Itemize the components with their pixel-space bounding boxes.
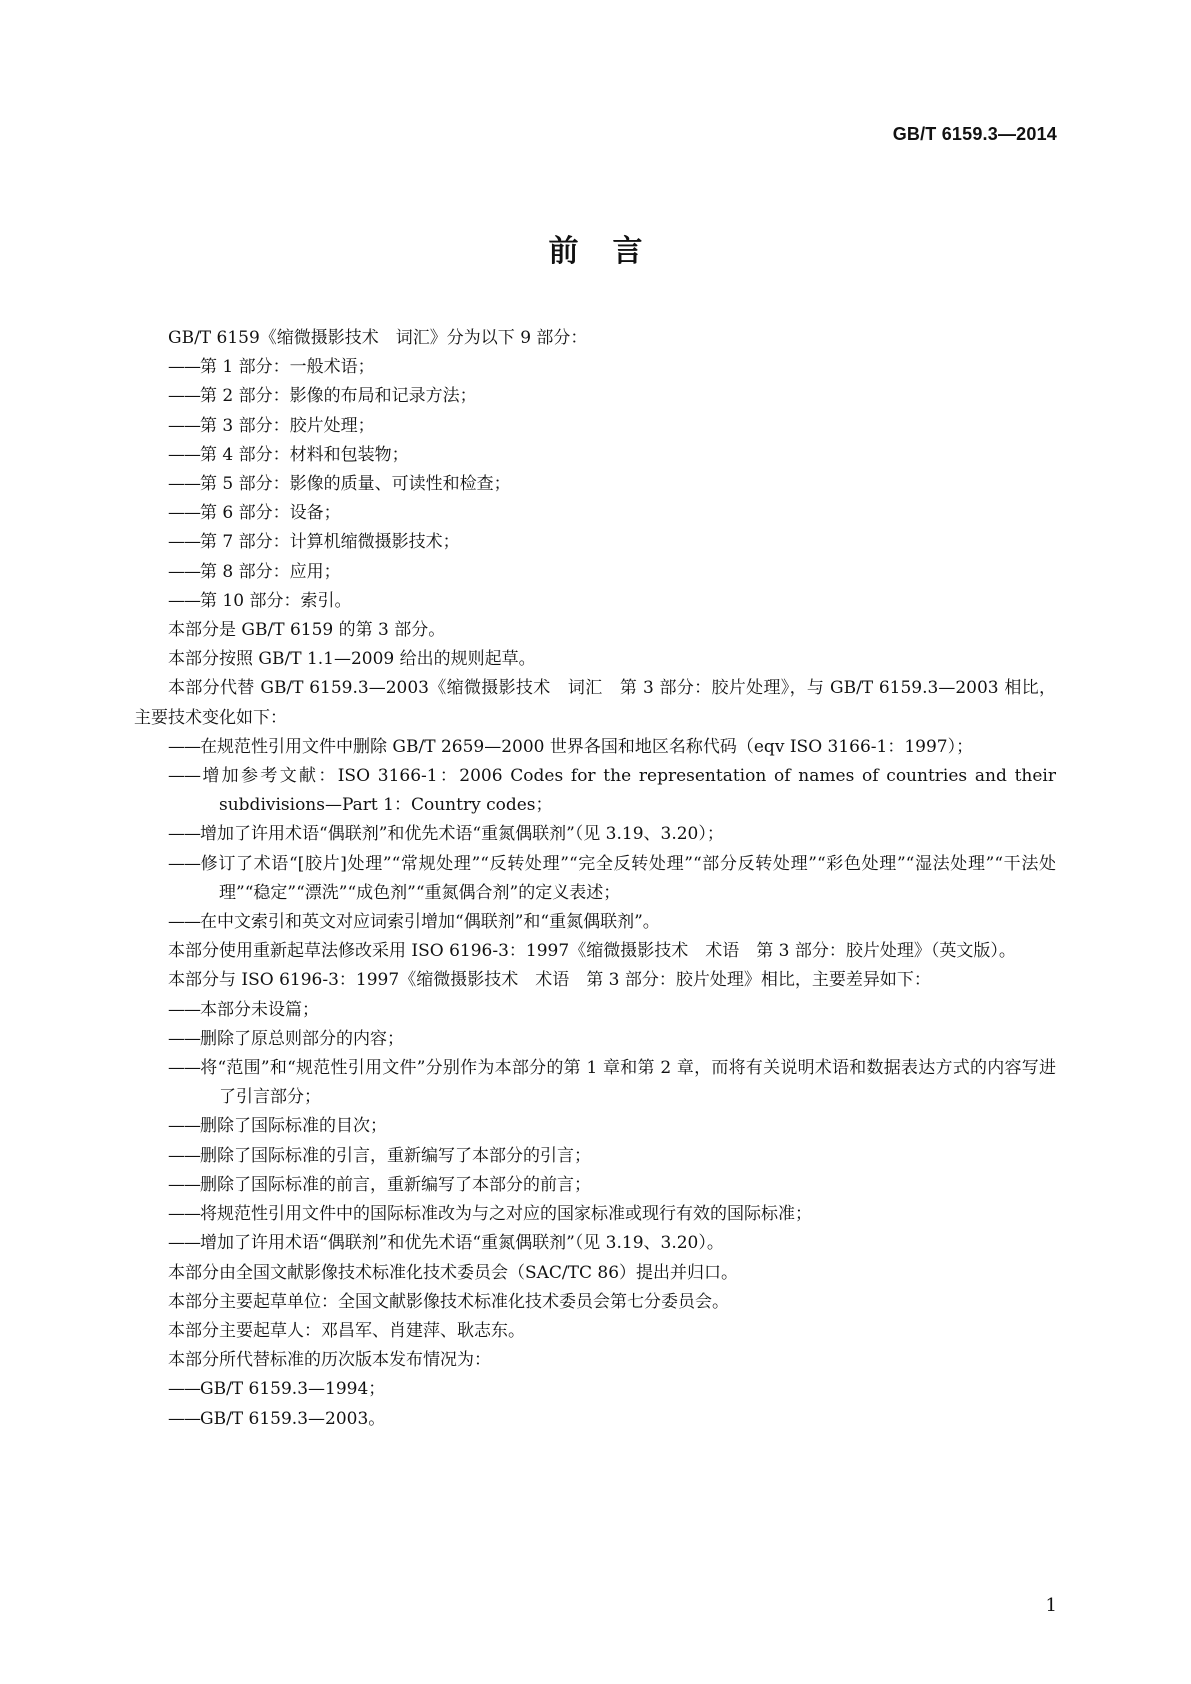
change-item-text: 增加参考文献：ISO 3166-1：2006 Codes for the representation of names of countries and their subdivisions—Part 1：Country codes； [200, 766, 1056, 816]
change-item-text: 在中文索引和英文对应词索引增加“偶联剂”和“重氮偶联剂”。 [200, 912, 660, 933]
list-item [134, 1112, 1056, 1141]
list-item [134, 996, 1056, 1025]
dash-marker: —— [168, 1379, 200, 1400]
list-item [134, 1171, 1056, 1200]
list-item [134, 850, 1056, 908]
adoption-paragraph: 本部分使用重新起草法修改采用 ISO 6196-3：1997《缩微摄影技术 术语 第 3 部分：胶片处理》（英文版）。 [168, 941, 1016, 962]
differences-paragraph: 本部分与 ISO 6196-3：1997《缩微摄影技术 术语 第 3 部分：胶片处理》相比，主要差异如下： [168, 970, 931, 991]
list-item [134, 528, 1056, 557]
dash-marker: —— [168, 532, 200, 553]
dash-marker: —— [168, 474, 200, 495]
part-of-paragraph: 本部分是 GB/T 6159 的第 3 部分。 [168, 620, 446, 641]
history-item-text: GB/T 6159.3—2003。 [200, 1408, 386, 1429]
part-item-text: 第 7 部分：计算机缩微摄影技术； [200, 532, 460, 553]
drafting-rules-paragraph: 本部分按照 GB/T 1.1—2009 给出的规则起草。 [168, 649, 536, 670]
part-item-text: 第 8 部分：应用； [200, 561, 341, 582]
list-item [134, 1025, 1056, 1054]
difference-item-text: 增加了许用术语“偶联剂”和优先术语“重氮偶联剂”（见 3.19、3.20）。 [200, 1233, 724, 1254]
dash-marker: —— [168, 357, 200, 378]
dash-marker: —— [168, 999, 200, 1020]
part-item-text: 第 4 部分：材料和包装物； [200, 444, 409, 465]
page-title: 前言 [548, 234, 677, 269]
dash-marker: —— [168, 1408, 200, 1429]
history-item-text: GB/T 6159.3—1994； [200, 1379, 386, 1400]
list-item [134, 1229, 1056, 1258]
intro-paragraph: GB/T 6159《缩微摄影技术 词汇》分为以下 9 部分： [168, 328, 588, 348]
dash-marker: —— [168, 386, 200, 407]
dash-marker: —— [168, 736, 200, 757]
part-item-text: 第 1 部分：一般术语； [200, 357, 375, 378]
list-item [134, 587, 1056, 616]
dash-marker: —— [168, 824, 200, 845]
list-item [134, 499, 1056, 528]
dash-marker: —— [168, 1028, 200, 1049]
list-item [134, 412, 1056, 441]
difference-item-text: 删除了国际标准的前言，重新编写了本部分的前言； [200, 1174, 591, 1195]
list-item [134, 382, 1056, 411]
dash-marker: —— [168, 1116, 200, 1137]
difference-item-text: 将规范性引用文件中的国际标准改为与之对应的国家标准或现行有效的国际标准； [200, 1204, 812, 1225]
change-item-text: 在规范性引用文件中删除 GB/T 2659—2000 世界各国和地区名称代码（eqv ISO 3166-1：1997）； [200, 736, 974, 757]
replaces-paragraph: 本部分代替 GB/T 6159.3—2003《缩微摄影技术 词汇 第 3 部分：胶片处理》，与 GB/T 6159.3—2003 相比，主要技术变化如下： [134, 678, 1056, 728]
part-item-text: 第 10 部分：索引。 [200, 590, 352, 611]
drafters-paragraph: 本部分主要起草人：邓昌军、肖建萍、耿志东。 [168, 1320, 525, 1341]
list-item [134, 470, 1056, 499]
list-item [134, 1142, 1056, 1171]
dash-marker: —— [168, 1058, 200, 1079]
change-item-text: 增加了许用术语“偶联剂”和优先术语“重氮偶联剂”（见 3.19、3.20）； [200, 824, 724, 845]
list-item [134, 1054, 1056, 1112]
list-item [134, 820, 1056, 849]
drafting-unit-paragraph: 本部分主要起草单位：全国文献影像技术标准化技术委员会第七分委员会。 [168, 1291, 729, 1312]
change-item-text: 修订了术语“[胶片]处理”“常规处理”“反转处理”“完全反转处理”“部分反转处理”“彩色处理”“湿法处理”“干法处理”“稳定”“漂洗”“成色剂”“重氮偶合剂”的定义表述； [200, 853, 1056, 903]
page-number: 1 [1045, 1595, 1057, 1616]
list-item [134, 908, 1056, 937]
dash-marker: —— [168, 1174, 200, 1195]
part-item-text: 第 2 部分：影像的布局和记录方法； [200, 386, 477, 407]
list-item [134, 558, 1056, 587]
difference-item-text: 删除了原总则部分的内容； [200, 1028, 404, 1049]
dash-marker: —— [168, 590, 200, 611]
dash-marker: —— [168, 766, 200, 787]
list-item [134, 1200, 1056, 1229]
difference-item-text: 删除了国际标准的引言，重新编写了本部分的引言； [200, 1145, 591, 1166]
dash-marker: —— [168, 912, 200, 933]
part-item-text: 第 5 部分：影像的质量、可读性和检查； [200, 474, 511, 495]
dash-marker: —— [168, 503, 200, 524]
dash-marker: —— [168, 415, 200, 436]
dash-marker: —— [168, 444, 200, 465]
dash-marker: —— [168, 561, 200, 582]
proposed-by-paragraph: 本部分由全国文献影像技术标准化技术委员会（SAC/TC 86）提出并归口。 [168, 1262, 739, 1283]
list-item [134, 733, 1056, 762]
list-item [134, 1405, 1056, 1434]
difference-item-text: 将“范围”和“规范性引用文件”分别作为本部分的第 1 章和第 2 章，而将有关说明术语和数据表达方式的内容写进了引言部分； [200, 1058, 1056, 1108]
list-item [134, 441, 1056, 470]
part-item-text: 第 6 部分：设备； [200, 503, 341, 524]
difference-item-text: 删除了国际标准的目次； [200, 1116, 387, 1137]
dash-marker: —— [168, 1145, 200, 1166]
list-item [134, 762, 1056, 820]
list-item [134, 353, 1056, 382]
list-item [134, 1375, 1056, 1404]
part-item-text: 第 3 部分：胶片处理； [200, 415, 375, 436]
standard-code: GB/T 6159.3—2014 [892, 124, 1057, 144]
dash-marker: —— [168, 1204, 200, 1225]
foreword-body [134, 324, 1056, 1434]
dash-marker: —— [168, 853, 200, 874]
difference-item-text: 本部分未设篇； [200, 999, 319, 1020]
history-paragraph: 本部分所代替标准的历次版本发布情况为： [168, 1350, 491, 1371]
dash-marker: —— [168, 1233, 200, 1254]
